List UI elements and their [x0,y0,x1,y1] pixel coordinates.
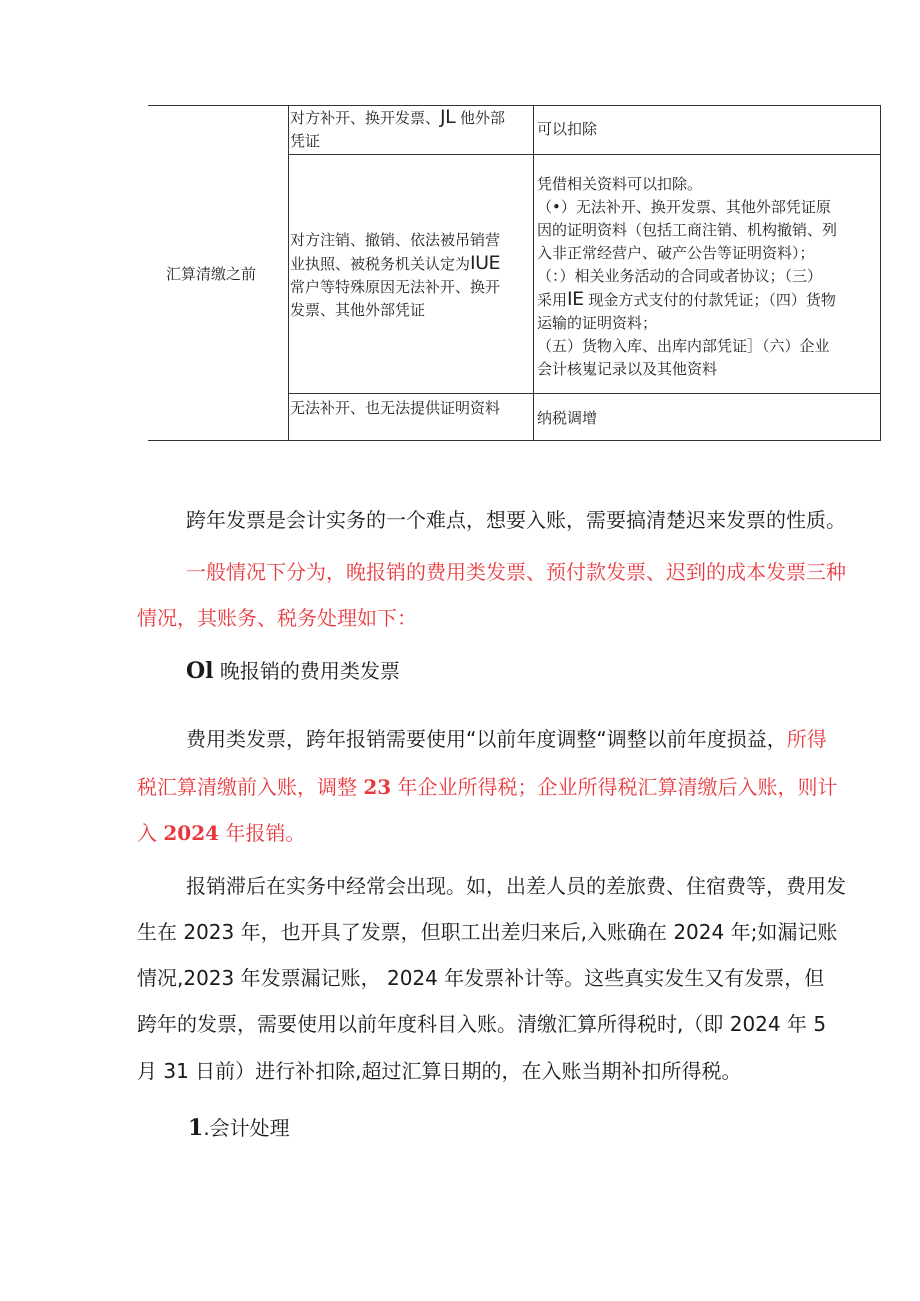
table-right-border [880,105,881,441]
delay-paragraph-line2: 生在 2023 年，也开具了发票，但职工出差归来后,入账确在 2024 年;如漏记账 [137,920,838,944]
table-row1-treatment: 可以扣除 [537,120,598,138]
intro-paragraph: 跨年发票是会计实务的一个难点，想要入账，需要搞清楚迟来发票的性质。 [186,508,846,532]
delay-paragraph-line4: 跨年的发票，需要使用以前年度科目入账。清缴汇算所得税时,（即 2024 年 5 [137,1012,827,1036]
section-title: .会计处理 [203,1116,290,1140]
deduction-table [148,105,881,441]
section-number: 1 [188,1115,204,1141]
expense-paragraph-line1: 费用类发票，跨年报销需要使用“以前年度调整“调整以前年度损益，所得 [186,727,827,751]
table-row1-situation: 对方补开、换开发票、JL 他外部 凭证 [290,106,505,150]
table-row3-situation: 无法补开、也无法提供证明资料 [290,399,501,417]
table-row2-divider [288,393,881,394]
table-col2-divider [533,105,534,441]
section-title: 晚报销的费用类发票 [213,659,400,683]
table-row2-treatment: 凭借相关资料可以扣除。 （•）无法补开、换开发票、其他外部凭证原 因的证明资料（包括工商注销、机构撤销、列 入非正常经营户、破产公告等证明资料）； （：）相关业务活动的合同或者协议；（三） 采用IE 现金方式支付的付款凭证；（四）货物 运输的证明资料； （五）货物入库、出库内部凭证］（六）企业 会计核嵬记录以及其他资料 [537,175,838,378]
table-bottom-border [148,440,881,441]
table-col1-divider [288,105,289,441]
table-left-label: 汇算清缴之前 [166,265,257,283]
section-heading-accounting [188,1113,290,1143]
table-row3-treatment: 纳税调增 [537,409,598,427]
delay-paragraph-line1: 报销滞后在实务中经常会出现。如，出差人员的差旅费、住宿费等，费用发 [186,874,846,898]
expense-paragraph-line2: 税汇算清缴前入账，调整 23 年企业所得税；企业所得税汇算清缴后入账，则计 [137,775,838,799]
table-row1-divider [288,154,881,155]
red-intro-line1: 一般情况下分为，晚报销的费用类发票、预付款发票、迟到的成本发票三种 [186,560,846,584]
table-row2-situation: 对方注销、撤销、依法被吊销营 业执照、被税务机关认定为IUE 常户等特殊原因无法补开、换开 发票、其他外部凭证 [290,231,501,319]
expense-paragraph-line3: 入 2024 年报销。 [137,821,306,845]
section-number: Ol [186,658,214,684]
section-heading-01 [186,656,400,686]
red-intro-line2: 情况，其账务、税务处理如下： [137,606,417,630]
delay-paragraph-line3: 情况,2023 年发票漏记账， 2024 年发票补计等。这些真实发生又有发票，但 [137,966,825,990]
delay-paragraph-line5: 月 31 日前）进行补扣除,超过汇算日期的，在入账当期补扣所得税。 [137,1059,742,1083]
